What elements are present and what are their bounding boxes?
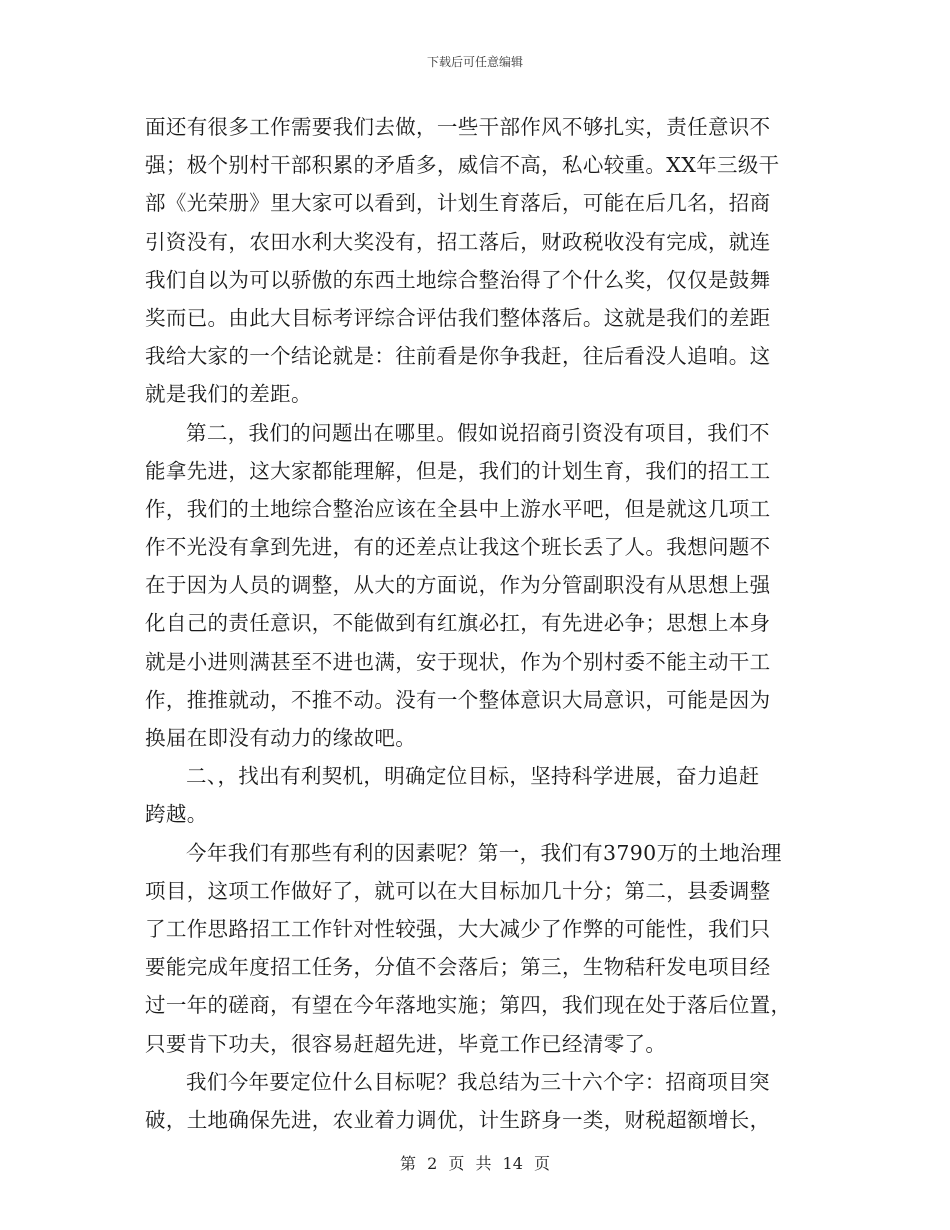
page-header: 下载后可任意编辑 (426, 55, 523, 69)
text-line: 只要肯下功夫，很容易赶超先进，毕竟工作已经清零了。 (145, 1031, 667, 1056)
text-line: 跨越。 (145, 802, 208, 827)
text-line: 在于因为人员的调整，从大的方面说，作为分管副职没有从思想上强 (145, 573, 771, 598)
paragraph-lines (145, 108, 805, 1139)
text-line: 二、，找出有利契机，明确定位目标，坚持科学进展，奋力追赶 (186, 764, 760, 789)
text-line: 能拿先进，这大家都能理解，但是，我们的计划生育，我们的招工工 (145, 458, 771, 483)
text-line: 换届在即没有动力的缘故吧。 (145, 726, 417, 750)
text-line: 我们自以为可以骄傲的东西土地综合整治得了个什么奖，仅仅是鼓舞 (145, 267, 771, 292)
text-line: 作，我们的土地综合整治应该在全县中上游水平吧，但是就这几项工 (145, 496, 771, 521)
text-line: 要能完成年度招工任务，分值不会落后；第三，生物秸秆发电项目经 (145, 955, 771, 980)
text-line: 今年我们有那些有利的因素呢？第一，我们有3790万的土地治理 (186, 840, 782, 865)
text-line: 我给大家的一个结论就是：往前看是你争我赶，往后看没人追咱。这 (145, 344, 771, 369)
text-line: 项目，这项工作做好了，就可以在大目标加几十分；第二，县委调整 (145, 878, 771, 903)
page-footer: 第 2 页 共 14 页 (400, 1154, 550, 1173)
text-line: 强；极个别村干部积累的矛盾多，威信不高，私心较重。XX年三级干 (145, 153, 780, 178)
text-line: 化自己的责任意识，不能做到有红旗必扛，有先进必争；思想上本身 (145, 611, 771, 636)
text-line: 作，推推就动，不推不动。没有一个整体意识大局意识，可能是因为 (145, 687, 771, 712)
text-line: 部《光荣册》里大家可以看到，计划生育落后，可能在后几名，招商 (145, 191, 771, 216)
text-line: 我们今年要定位什么目标呢？我总结为三十六个字：招商项目突 (186, 1069, 770, 1094)
text-line: 了工作思路招工工作针对性较强，大大减少了作弊的可能性，我们只 (145, 916, 771, 941)
document-body (145, 108, 805, 1139)
text-line: 就是小进则满甚至不进也满，安于现状，作为个别村委不能主动干工 (145, 649, 771, 674)
text-line: 破，土地确保先进，农业着力调优，计生跻身一类，财税超额增长， (145, 1107, 771, 1132)
text-line: 过一年的磋商，有望在今年落地实施；第四，我们现在处于落后位置， (145, 993, 792, 1018)
text-line: 引资没有，农田水利大奖没有，招工落后，财政税收没有完成，就连 (145, 229, 771, 254)
text-line: 作不光没有拿到先进，有的还差点让我这个班长丢了人。我想问题不 (145, 535, 771, 560)
text-line: 奖而已。由此大目标考评综合评估我们整体落后。这就是我们的差距 (145, 305, 771, 330)
text-line: 第二，我们的问题出在哪里。假如说招商引资没有项目，我们不 (186, 420, 770, 445)
text-line: 面还有很多工作需要我们去做，一些干部作风不够扎实，责任意识不 (145, 115, 771, 139)
text-line: 就是我们的差距。 (145, 382, 312, 407)
